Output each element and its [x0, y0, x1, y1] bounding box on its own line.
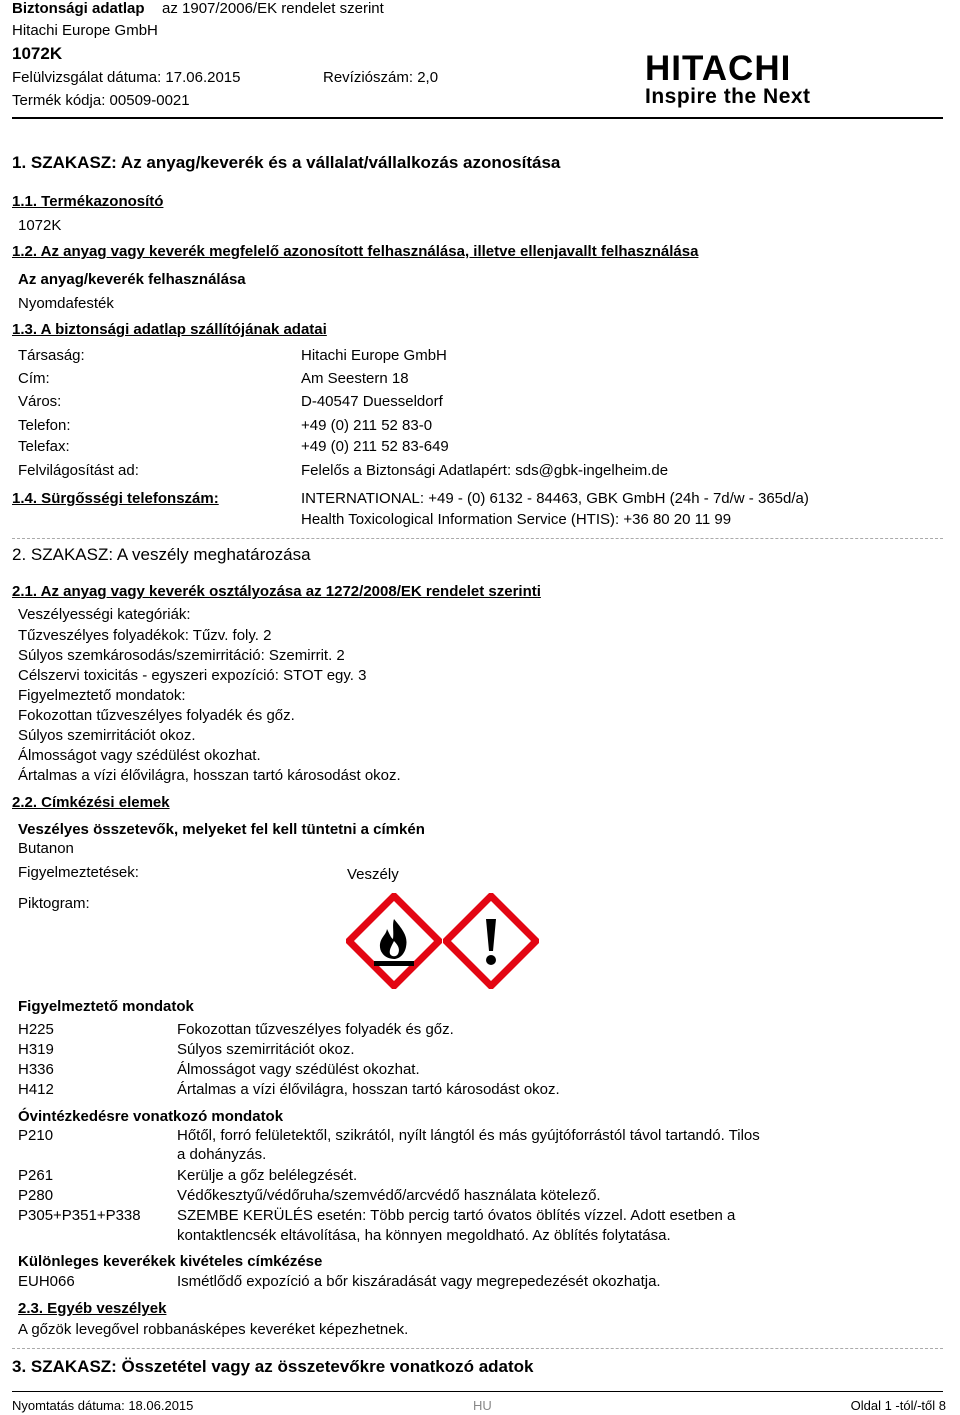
- logo-tagline: Inspire the Next: [645, 85, 811, 108]
- p-statements-title: Óvintézkedésre vonatkozó mondatok: [18, 1108, 284, 1125]
- use-value: Nyomdafesték: [18, 295, 114, 312]
- logo-main: HITACHI: [645, 49, 792, 88]
- h-code: H225: [18, 1021, 54, 1038]
- review-date: Felülvizsgálat dátuma: 17.06.2015: [12, 69, 241, 86]
- print-date: Nyomtatás dátuma: 18.06.2015: [12, 1398, 194, 1413]
- signal-word-value: Veszély: [347, 866, 399, 883]
- regulation-text: az 1907/2006/EK rendelet szerint: [162, 0, 384, 17]
- supplier-label: Telefax:: [18, 438, 70, 455]
- supplier-label: Cím:: [18, 370, 50, 387]
- supplier-label: Telefon:: [18, 417, 71, 434]
- p-code: P305+P351+P338: [18, 1207, 141, 1224]
- p-code: P261: [18, 1167, 54, 1184]
- heading-2-2: 2.2. Címkézési elemek: [12, 794, 170, 811]
- classification-line: Álmosságot vagy szédülést okozhat.: [18, 747, 261, 764]
- h-text: Fokozottan tűzveszélyes folyadék és gőz.: [177, 1021, 454, 1038]
- classification-line: Súlyos szemkárosodás/szemirritáció: Szemirrit. 2: [18, 647, 345, 664]
- supplier-label: Felvilágosítást ad:: [18, 462, 139, 479]
- h-text: Ártalmas a vízi élővilágra, hosszan tartó károsodást okoz.: [177, 1081, 560, 1098]
- language-code: HU: [473, 1398, 492, 1413]
- header-divider: [12, 117, 943, 119]
- header-product: 1072K: [12, 44, 63, 63]
- heading-1-1: 1.1. Termékazonosító: [12, 193, 164, 210]
- p-code: P210: [18, 1127, 54, 1144]
- h-statements-title: Figyelmeztető mondatok: [18, 998, 194, 1015]
- section-1-title: 1. SZAKASZ: Az anyag/keverék és a vállalat/vállalkozás azonosítása: [12, 153, 561, 172]
- euh-text: Ismétlődő expozíció a bőr kiszáradását vagy megrepedezését okozhatja.: [177, 1273, 661, 1290]
- header-company: Hitachi Europe GmbH: [12, 22, 158, 39]
- revision-number: Revíziószám: 2,0: [323, 69, 439, 86]
- supplier-value: Am Seestern 18: [301, 370, 409, 387]
- use-label: Az anyag/keverék felhasználása: [18, 271, 246, 288]
- page-number: Oldal 1 -tól/-től 8: [850, 1398, 946, 1413]
- classification-line: Tűzveszélyes folyadékok: Tűzv. foly. 2: [18, 627, 272, 644]
- doc-title: Biztonsági adatlap: [12, 0, 145, 17]
- p-code: P280: [18, 1187, 54, 1204]
- supplier-value: Hitachi Europe GmbH: [301, 347, 447, 364]
- label-components: Butanon: [18, 840, 74, 857]
- special-labelling-title: Különleges keverékek kivételes címkézése: [18, 1253, 323, 1270]
- supplier-label: Társaság:: [18, 347, 85, 364]
- exclamation-icon: [443, 893, 539, 989]
- product-code: Termék kódja: 00509-0021: [12, 92, 190, 109]
- classification-line: Fokozottan tűzveszélyes folyadék és gőz.: [18, 707, 295, 724]
- h-code: H336: [18, 1061, 54, 1078]
- classification-line: Súlyos szemirritációt okoz.: [18, 727, 196, 744]
- heading-1-2: 1.2. Az anyag vagy keverék megfelelő azonosított felhasználása, illetve ellenjavallt felhasználása: [12, 243, 699, 260]
- footer-divider: [12, 1391, 943, 1392]
- heading-2-1: 2.1. Az anyag vagy keverék osztályozása az 1272/2008/EK rendelet szerinti: [12, 583, 541, 600]
- section-2-title: 2. SZAKASZ: A veszély meghatározása: [12, 545, 311, 564]
- p-text: Hőtől, forró felületektől, szikrától, nyílt lángtól és más gyújtóforrástól távol tartandó. Tilos: [177, 1127, 760, 1144]
- classification-line: Veszélyességi kategóriák:: [18, 606, 191, 623]
- heading-1-4: 1.4. Sürgősségi telefonszám:: [12, 490, 219, 507]
- heading-1-3: 1.3. A biztonsági adatlap szállítójának adatai: [12, 321, 327, 338]
- h-text: Súlyos szemirritációt okoz.: [177, 1041, 355, 1058]
- supplier-value: D-40547 Duesseldorf: [301, 393, 443, 410]
- section-divider: [12, 1348, 943, 1349]
- euh-code: EUH066: [18, 1273, 75, 1290]
- p-text: Védőkesztyű/védőruha/szemvédő/arcvédő használata kötelező.: [177, 1187, 601, 1204]
- h-text: Álmosságot vagy szédülést okozhat.: [177, 1061, 420, 1078]
- heading-2-3: 2.3. Egyéb veszélyek: [18, 1300, 167, 1317]
- section-divider: [12, 538, 943, 539]
- supplier-value: +49 (0) 211 52 83-0: [301, 417, 433, 434]
- supplier-label: Város:: [18, 393, 62, 410]
- classification-line: Célszervi toxicitás - egyszeri expozíció: STOT egy. 3: [18, 667, 367, 684]
- supplier-value: +49 (0) 211 52 83-649: [301, 438, 449, 455]
- other-hazards: A gőzök levegővel robbanásképes keveréket képezhetnek.: [18, 1321, 409, 1338]
- p-text: kontaktlencsék eltávolítása, ha könnyen megoldható. Az öblítés folytatása.: [177, 1227, 671, 1244]
- p-text: SZEMBE KERÜLÉS esetén: Több percig tartó óvatos öblítés vízzel. Adott esetben a: [177, 1207, 736, 1224]
- p-text: a dohányzás.: [177, 1146, 267, 1163]
- h-code: H412: [18, 1081, 54, 1098]
- pictogram-label: Piktogram:: [18, 895, 90, 912]
- classification-line: Figyelmeztető mondatok:: [18, 687, 186, 704]
- supplier-value[interactable]: Felelős a Biztonsági Adatlapért: sds@gbk-ingelheim.de: [301, 462, 669, 479]
- signal-word-label: Figyelmeztetések:: [18, 864, 139, 881]
- h-code: H319: [18, 1041, 54, 1058]
- p-text: Kerülje a gőz belélegzését.: [177, 1167, 358, 1184]
- product-identifier: 1072K: [18, 217, 62, 234]
- label-components-title: Veszélyes összetevők, melyeket fel kell tüntetni a címkén: [18, 821, 425, 838]
- hitachi-logo: [645, 49, 845, 108]
- emergency-phone-1: INTERNATIONAL: +49 - (0) 6132 - 84463, GBK GmbH (24h - 7d/w - 365d/a): [301, 490, 809, 507]
- emergency-phone-2: Health Toxicological Information Service (HTIS): +36 80 20 11 99: [301, 511, 732, 528]
- section-3-title: 3. SZAKASZ: Összetétel vagy az összetevőkre vonatkozó adatok: [12, 1357, 534, 1376]
- flame-icon: [346, 893, 442, 989]
- classification-line: Ártalmas a vízi élővilágra, hosszan tartó károsodást okoz.: [18, 767, 401, 784]
